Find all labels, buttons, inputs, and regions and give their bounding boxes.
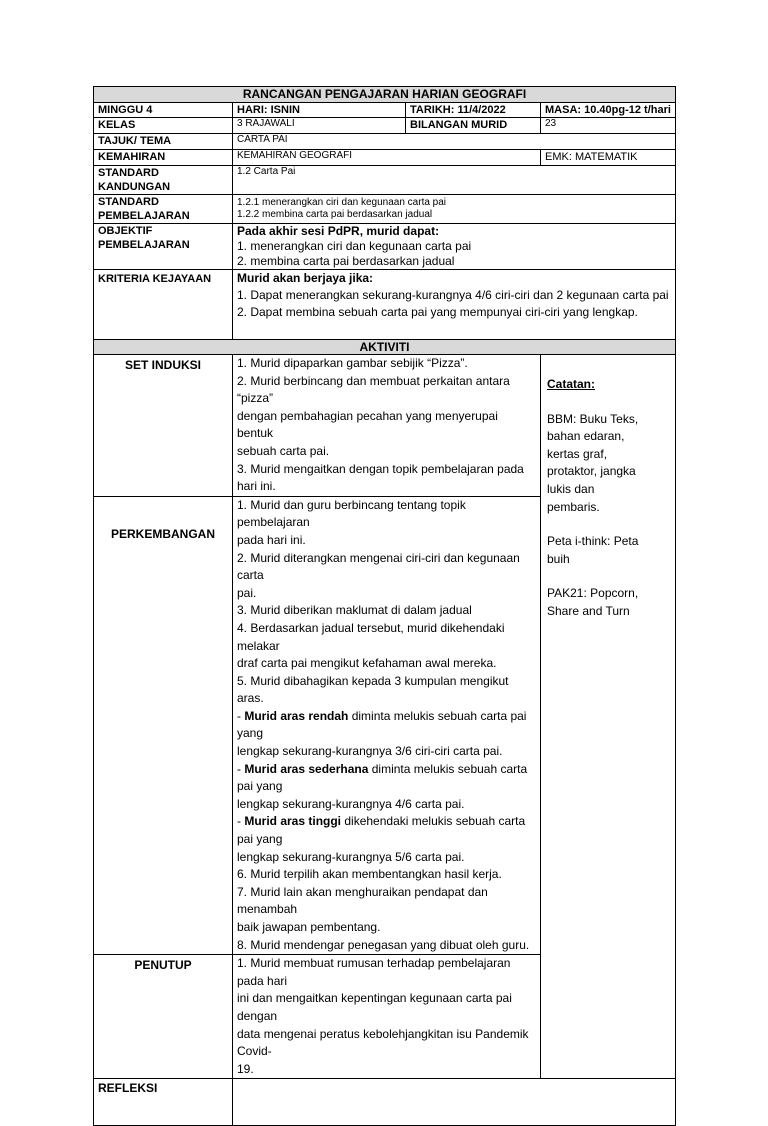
standard-kandungan-label [94,166,233,195]
aras-sederhana-line [237,761,536,796]
activity-line: 2. Murid diterangkan mengenai ciri-ciri dan kegunaan carta [237,550,520,583]
refleksi-value [233,1079,676,1126]
activity-line: lengkap sekurang-kurangnya 5/6 carta pai. [237,849,465,864]
catatan-line: pembaris. [547,499,600,514]
aras-rendah-line [237,708,536,743]
kriteria-row [94,270,676,340]
catatan-line: bahan edaran, [547,429,625,444]
activity-line: dengan pembahagian pecahan yang menyerupai bentuk [237,408,498,441]
standard-kandungan-row [94,166,676,195]
kriteria-item: 2. Dapat membina sebuah carta pai yang mempunyai ciri-ciri yang lengkap. [237,305,638,319]
standard-pembelajaran-value [233,195,676,224]
aras-rest: dikehendaki melukis sebuah carta pai yang [237,814,526,847]
activity-line: 1. Murid dipaparkan gambar sebijik “Pizza”. [237,356,468,370]
objektif-item: 2. membina carta pai berdasarkan jadual [237,254,455,268]
kemahiran-value: KEMAHIRAN GEOGRAFI [233,150,541,166]
activity-line: 19. [237,1061,254,1076]
aras-tinggi-line [237,813,536,848]
bilangan-label: BILANGAN MURID [406,118,541,134]
standard-kandungan-label-2: KANDUNGAN [98,181,171,193]
standard-pembelajaran-label-1: STANDARD [98,196,159,208]
aktiviti-header-row [94,340,676,355]
standard-kandungan-label-1: STANDARD [98,167,159,179]
tarikh-cell: TARIKH: 11/4/2022 [406,103,541,118]
set-induksi-label: SET INDUKSI [94,355,233,497]
spacer [547,516,671,533]
kelas-value: 3 RAJAWALI [233,118,406,134]
activity-line: 5. Murid dibahagikan kepada 3 kumpulan mengikut aras. [237,673,509,706]
activity-line: 3. Murid mengaitkan dengan topik pembelajaran pada hari ini. [237,461,524,494]
activity-line: lengkap sekurang-kurangnya 4/6 carta pai. [237,796,465,811]
spacer [547,394,671,411]
objektif-heading: Pada akhir sesi PdPR, murid dapat: [237,224,440,238]
activity-line: data mengenai peratus kebolehjangkitan isu Pandemik Covid- [237,1026,529,1059]
kriteria-value [233,270,676,340]
activity-line: ini dan mengaitkan kepentingan kegunaan carta pai dengan [237,991,512,1023]
standard-pembelajaran-label [94,195,233,224]
refleksi-label: REFLEKSI [94,1079,233,1126]
aras-prefix: - [237,708,245,723]
perkembangan-content [233,496,541,954]
tajuk-value: CARTA PAI [233,134,676,150]
activity-line: pai. [237,585,257,600]
kriteria-heading: Murid akan berjaya jika: [237,271,374,285]
kemahiran-row [94,150,676,166]
objektif-label-2: PEMBELAJARAN [98,239,190,251]
aras-label: Murid aras tinggi [244,814,342,829]
activity-line: baik jawapan pembentang. [237,920,381,934]
emk-value: EMK: MATEMATIK [541,150,676,166]
activity-line: 2. Murid berbincang dan membuat perkaitan antara “pizza” [237,373,510,406]
kelas-label: KELAS [94,118,233,134]
activity-line: draf carta pai mengikut kefahaman awal mereka. [237,656,497,671]
spacer [547,359,671,376]
catatan-line: buih [547,551,570,566]
kemahiran-label: KEMAHIRAN [94,150,233,166]
spacer [547,568,671,585]
penutup-label: PENUTUP [94,955,233,1079]
activity-line: pada hari ini. [237,532,306,547]
bilangan-value: 23 [541,118,676,134]
hari-cell: HARI: ISNIN [233,103,406,118]
minggu-cell: MINGGU 4 [94,103,233,118]
masa-cell: MASA: 10.40pg-12 t/hari [541,103,676,118]
catatan-line: Peta i-think: Peta [547,534,639,549]
sp-item: 1.2.2 membina carta pai berdasarkan jadual [237,209,433,220]
activity-line: sebuah carta pai. [237,443,330,458]
catatan-line: PAK21: Popcorn, [547,586,639,601]
aktiviti-header: AKTIVITI [94,340,676,355]
activity-line: 4. Berdasarkan jadual tersebut, murid dikehendaki melakar [237,620,505,653]
aras-prefix: - [237,761,245,776]
objektif-label-1: OBJEKTIF [98,225,153,237]
catatan-line: kertas graf, [547,446,608,461]
header-row-1 [94,103,676,118]
catatan-line: Share and Turn [547,603,630,618]
activity-line: lengkap sekurang-kurangnya 3/6 ciri-ciri carta pai. [237,744,503,759]
standard-kandungan-value: 1.2 Carta Pai [233,166,676,195]
sp-item: 1.2.1 menerangkan ciri dan kegunaan carta pai [237,197,447,208]
activity-line: 7. Murid lain akan menghuraikan pendapat dan menambah [237,884,488,917]
catatan-line: protaktor, jangka [547,464,636,479]
catatan-cell [541,355,676,1079]
activity-line: 1. Murid dan guru berbincang tentang topik pembelajaran [237,497,466,530]
catatan-line: BBM: Buku Teks, [547,411,639,426]
objektif-row [94,224,676,270]
set-induksi-row [94,355,676,497]
tajuk-row [94,134,676,150]
objektif-label [94,224,233,270]
refleksi-row [94,1079,676,1126]
activity-line: 6. Murid terpilih akan membentangkan hasil kerja. [237,867,502,882]
set-induksi-content [233,355,541,497]
catatan-heading: Catatan: [547,377,596,391]
title-row [94,87,676,103]
lesson-plan-table [93,86,676,1126]
aras-rest: diminta melukis sebuah carta pai yang [237,761,528,794]
kriteria-item: 1. Dapat menerangkan sekurang-kurangnya 4/6 ciri-ciri dan 2 kegunaan carta pai [237,288,669,302]
standard-pembelajaran-label-2: PEMBELAJARAN [98,210,190,222]
activity-line: 3. Murid diberikan maklumat di dalam jadual [237,603,472,618]
activity-line: 8. Murid mendengar penegasan yang dibuat oleh guru. [237,937,530,952]
tajuk-label: TAJUK/ TEMA [94,134,233,150]
standard-pembelajaran-row [94,195,676,224]
page-title: RANCANGAN PENGAJARAN HARIAN GEOGRAFI [94,87,676,103]
lesson-plan-sheet [93,86,675,1126]
aras-label: Murid aras rendah [244,708,349,723]
penutup-content [233,955,541,1079]
aras-label: Murid aras sederhana [244,761,369,776]
aras-prefix: - [237,814,245,829]
header-row-2 [94,118,676,134]
activity-line: 1. Murid membuat rumusan terhadap pembelajaran pada hari [237,956,511,988]
objektif-item: 1. menerangkan ciri dan kegunaan carta pai [237,239,472,253]
catatan-line: lukis dan [547,481,595,496]
kriteria-label: KRITERIA KEJAYAAN [94,270,233,340]
aras-rest: diminta melukis sebuah carta pai yang [237,708,527,741]
perkembangan-label: PERKEMBANGAN [94,496,233,954]
objektif-value [233,224,676,270]
